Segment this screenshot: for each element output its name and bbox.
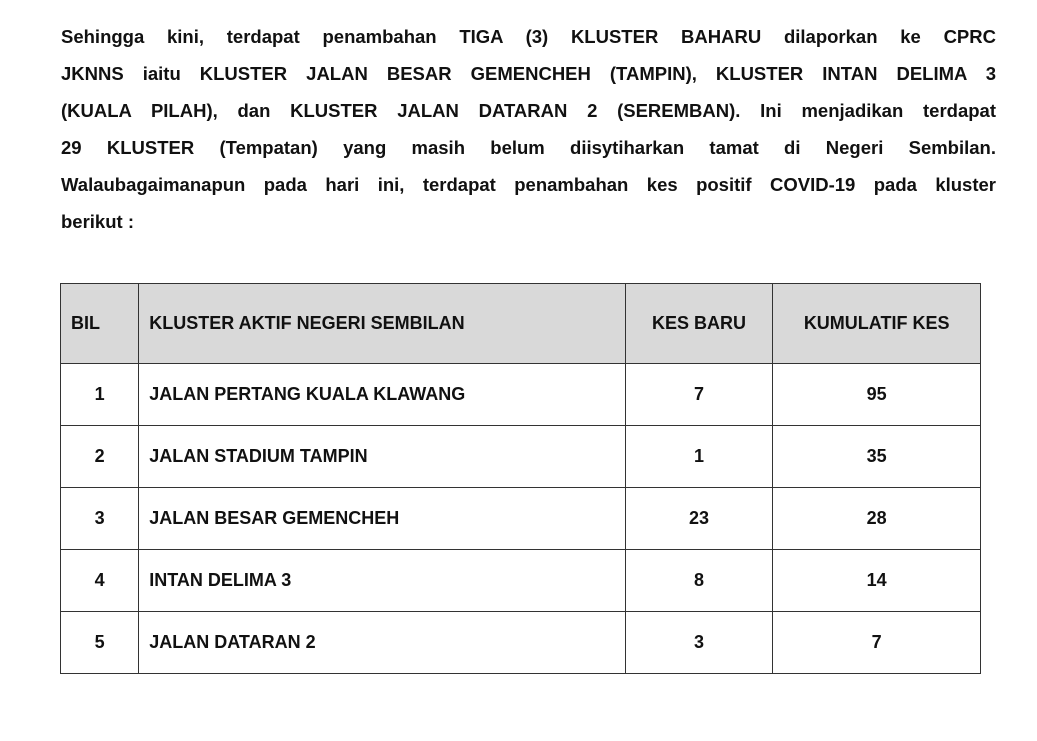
cell-cluster: INTAN DELIMA 3 <box>139 550 626 612</box>
cell-cluster: JALAN PERTANG KUALA KLAWANG <box>139 364 626 426</box>
header-cumulative: KUMULATIF KES <box>773 284 981 364</box>
paragraph-line: (KUALA PILAH), dan KLUSTER JALAN DATARAN 2 (SEREMBAN). Ini menjadikan terdapat <box>61 100 996 121</box>
cluster-table <box>60 283 981 674</box>
cell-cumulative: 14 <box>773 550 981 612</box>
paragraph-line: Walaubagaimanapun pada hari ini, terdapat penambahan kes positif COVID-19 pada kluster <box>61 174 996 195</box>
cell-new-cases: 7 <box>625 364 772 426</box>
cell-new-cases: 3 <box>625 612 772 674</box>
cell-cluster: JALAN STADIUM TAMPIN <box>139 426 626 488</box>
table-body <box>61 364 981 674</box>
cell-cumulative: 35 <box>773 426 981 488</box>
cell-new-cases: 23 <box>625 488 772 550</box>
cell-cumulative: 7 <box>773 612 981 674</box>
paragraph-line: 29 KLUSTER (Tempatan) yang masih belum diisytiharkan tamat di Negeri Sembilan. <box>61 137 996 158</box>
paragraph-line: berikut : <box>61 211 134 232</box>
cell-cluster: JALAN BESAR GEMENCHEH <box>139 488 626 550</box>
table-row <box>61 488 981 550</box>
table-header <box>61 284 981 364</box>
intro-paragraph <box>61 18 996 240</box>
cell-cumulative: 28 <box>773 488 981 550</box>
header-cluster: KLUSTER AKTIF NEGERI SEMBILAN <box>139 284 626 364</box>
header-row <box>61 284 981 364</box>
cell-new-cases: 8 <box>625 550 772 612</box>
cell-bil: 4 <box>61 550 139 612</box>
cell-cumulative: 95 <box>773 364 981 426</box>
header-bil: BIL <box>61 284 139 364</box>
header-new-cases: KES BARU <box>625 284 772 364</box>
table-row <box>61 612 981 674</box>
table-row <box>61 364 981 426</box>
cell-bil: 1 <box>61 364 139 426</box>
cell-bil: 2 <box>61 426 139 488</box>
paragraph-line: JKNNS iaitu KLUSTER JALAN BESAR GEMENCHEH (TAMPIN), KLUSTER INTAN DELIMA 3 <box>61 63 996 84</box>
cell-bil: 3 <box>61 488 139 550</box>
paragraph-line: Sehingga kini, terdapat penambahan TIGA (3) KLUSTER BAHARU dilaporkan ke CPRC <box>61 26 996 47</box>
table-row <box>61 426 981 488</box>
cell-bil: 5 <box>61 612 139 674</box>
cell-new-cases: 1 <box>625 426 772 488</box>
table-row <box>61 550 981 612</box>
cell-cluster: JALAN DATARAN 2 <box>139 612 626 674</box>
